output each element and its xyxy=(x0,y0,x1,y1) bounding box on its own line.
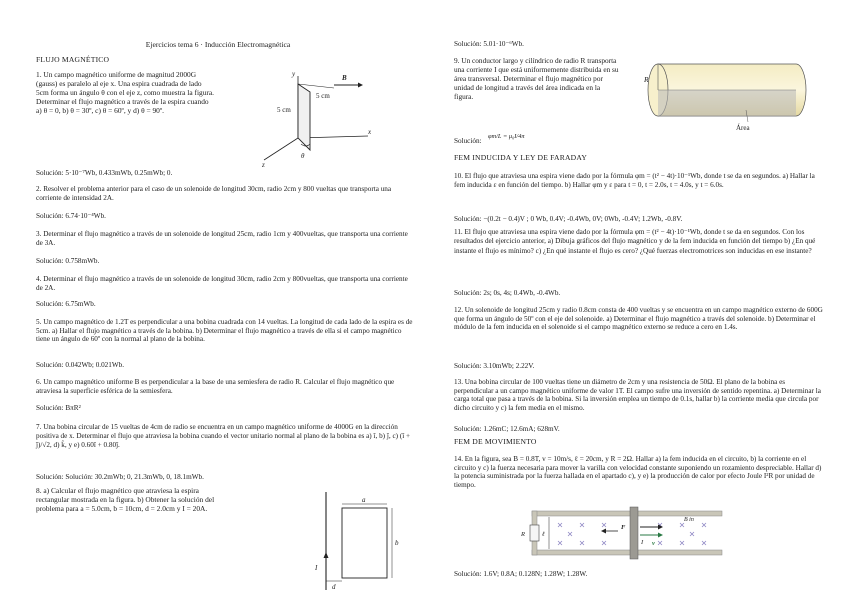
figure-cylinder xyxy=(636,54,816,134)
problem-2: 2. Resolver el problema anterior para el caso de un solenoide de longitud 30cm, radio 2cm y 800 vueltas que transporta una corriente de intensidad 2A. xyxy=(36,185,392,202)
problem-8: 8. a) Calcular el flujo magnético que atraviesa la espira rectangular mostrada en la figura. b) Obtener la solución del problema para a = 5.0cm, b = 10cm, d = 2.0cm y I = 20A. xyxy=(36,486,215,513)
solution-3: Solución: 0.758mWb. xyxy=(36,257,100,265)
fig1-label-x: x xyxy=(368,128,372,136)
fig9-label-area: Área xyxy=(736,124,750,132)
fig1-label-z: z xyxy=(262,161,265,169)
fig1-label-side1: 5 cm xyxy=(316,92,330,100)
fig14-label-i: I xyxy=(641,539,644,546)
figure-moving-rod xyxy=(518,505,728,567)
fig1-label-b: B xyxy=(342,74,347,82)
problem-11: 11. El flujo que atraviesa una espira viene dado por la fórmula φm = (t² − 4t)·10⁻¹Wb, donde t se da en segundos. Con los resultados del ejercicio anterior, a) Dibuja gráficos del flujo magnético y de la fem inducida en función del tiempo b) ¿En qué instante el flujo es mínimo? c) ¿En qué instante el flujo es cero? ¿Qué fuerzas electromotrices son inducidas en ese instante? xyxy=(454,228,816,255)
problem-14: 14. En la figura, sea B = 0.8T, v = 10m/s, ℓ = 20cm, y R = 2Ω. Hallar a) la fem inducida en el circuito, b) la corriente en el circuito y c) la fuerza necesaria para mover la varilla con velocidad constante suponiendo un rozamiento despreciable. Hallar d) la potencia suministrada por la fuerza hallada en el apartado c), y e) la producción de calor por efecto Joule I²R por unidad de tiempo. xyxy=(454,455,822,489)
fig8-label-d: d xyxy=(332,583,336,591)
fig14-label-r: R xyxy=(521,531,525,538)
fig1-label-theta: θ xyxy=(301,152,305,160)
fig14-label-f: F xyxy=(621,524,626,531)
solution-8: Solución: 5.01·10⁻⁶Wb. xyxy=(454,40,524,48)
solution-2: Solución: 6.74·10⁻⁴Wb. xyxy=(36,212,106,220)
fig8-label-i: I xyxy=(315,564,318,572)
section-heading-movimiento: FEM DE MOVIMIENTO xyxy=(454,437,537,446)
fig8-label-a: a xyxy=(362,496,366,504)
solution-7: Solución: Solución: 30.2mWb; 0, 21.3mWb, 0, 18.1mWb. xyxy=(36,473,204,481)
solution-11: Solución: 2s; 0s, 4s; 0.4Wb, -0.4Wb. xyxy=(454,289,561,297)
problem-12: 12. Un solenoide de longitud 25cm y radio 0.8cm consta de 400 vueltas y se encuentra en un campo magnético externo de 600G que forma un ángulo de 50º con el eje del solenoide. a) Determinar el flujo magnético a través del solenoide. b) Determinar el módulo de la fem inducida en el solenoide si el campo magnético externo se reduce a cero en 1.4s. xyxy=(454,306,823,332)
figure-square-loop xyxy=(250,68,380,168)
problem-13: 13. Una bobina circular de 100 vueltas tiene un diámetro de 2cm y una resistencia de 50Ω. El plano de la bobina es perpendicular a un campo magnético uniforme de valor 1T. El campo sufre una inversión de sentido repentina. a) Determinar la carga total que pasa a través de la bobina. Si la inversión emplea un tiempo de 0.1s, hallar b) la corriente media que circula por dicho circuito y c) la fem media en el mismo. xyxy=(454,378,821,412)
fig1-label-y: y xyxy=(292,70,296,78)
section-heading-flujo: FLUJO MAGNÉTICO xyxy=(36,55,110,64)
problem-5: 5. Un campo magnético de 1.2T es perpendicular a una bobina cuadrada con 14 vueltas. La longitud de cada lado de la espira es de 5cm. a) Hallar el flujo magnético a través de la bobina. b) Determinar el flujo magnético a través de ella si el campo magnético tiene un ángulo de 60º con la normal al plano de la bobina. xyxy=(36,318,413,344)
fig14-label-b: B in xyxy=(684,517,694,523)
problem-7: 7. Una bobina circular de 15 vueltas de 4cm de radio se encuentra en un campo magnético uniforme de 4000G en la dirección positiva de x. Determinar el flujo que atraviesa la bobina cuando el vector unitario normal al plano de la bobina es a) î, b) ĵ, c) (î + ĵ)/√2, d) k̂, y e) 0.60î + 0.80ĵ. xyxy=(36,423,411,450)
section-heading-fem: FEM INDUCIDA Y LEY DE FARADAY xyxy=(454,153,587,162)
solution-13: Solución: 1.26mC; 12.6mA; 628mV. xyxy=(454,425,560,433)
solution-9-formula: φm/L = μ₀I/4π xyxy=(488,133,525,140)
figure-rectangular-loop xyxy=(300,488,410,592)
fig1-label-side2: 5 cm xyxy=(277,106,291,114)
solution-12: Solución: 3.10mWb; 2.22V. xyxy=(454,362,535,370)
problem-10: 10. El flujo que atraviesa una espira viene dado por la fórmula φm = (t² − 4t)·10⁻¹Wb, donde t se da en segundos. a) Hallar la fem inducida ε en función del tiempo. b) Hallar φm y ε para t = 0, t = 2.0s, t = 4.0s, y t = 6.0s. xyxy=(454,172,815,190)
problem-9: 9. Un conductor largo y cilíndrico de radio R transporta una corriente I que está uniformemente distribuida en su área transversal. Determinar el flujo magnético por unidad de longitud a través del área indicada en la figura. xyxy=(454,56,619,101)
problem-1: 1. Un campo magnético uniforme de magnitud 2000G (gauss) es paralelo al eje x. Una espira cuadrada de lado 5cm forma un ángulo θ con el eje z, como muestra la figura. Determinar el flujo magnético a través de la espira cuando a) θ = 0, b) θ = 30º, c) θ = 60º, y d) θ = 90º. xyxy=(36,70,214,115)
problem-3: 3. Determinar el flujo magnético a través de un solenoide de longitud 25cm, radio 1cm y 400vueltas, que transporta una corriente de 3A. xyxy=(36,230,408,247)
fig9-label-r: R xyxy=(644,75,649,84)
solution-14: Solución: 1.6V; 0.8A; 0.128N; 1.28W; 1.28W. xyxy=(454,570,588,578)
solution-1: Solución: 5·10⁻⁷Wb, 0.433mWb, 0.25mWb; 0. xyxy=(36,169,173,177)
solution-9-label: Solución: xyxy=(454,137,482,145)
solution-9 xyxy=(454,131,594,145)
fig14-label-l: ℓ xyxy=(542,531,545,538)
fig8-label-b: b xyxy=(395,539,399,547)
solution-6: Solución: BπR² xyxy=(36,404,81,412)
solution-10: Solución: −(0.2t − 0.4)V ; 0 Wb, 0.4V; -0.4Wb, 0V; 0Wb, -0.4V; 1.2Wb, -0.8V. xyxy=(454,215,683,223)
fig14-label-v: v xyxy=(652,540,655,547)
page-title: Ejercicios tema 6 · Inducción Electromagnética xyxy=(145,40,291,49)
solution-5: Solución: 0.042Wb; 0.021Wb. xyxy=(36,361,125,369)
solution-4: Solución: 6.75mWb. xyxy=(36,300,96,308)
problem-4: 4. Determinar el flujo magnético a través de un solenoide de longitud 30cm, radio 2cm y 800vueltas, que transporta una corriente de 2A. xyxy=(36,275,408,292)
problem-6: 6. Un campo magnético uniforme B es perpendicular a la base de una semiesfera de radio R. Calcular el flujo magnético que atraviesa la superficie esférica de la semiesfera. xyxy=(36,378,395,395)
